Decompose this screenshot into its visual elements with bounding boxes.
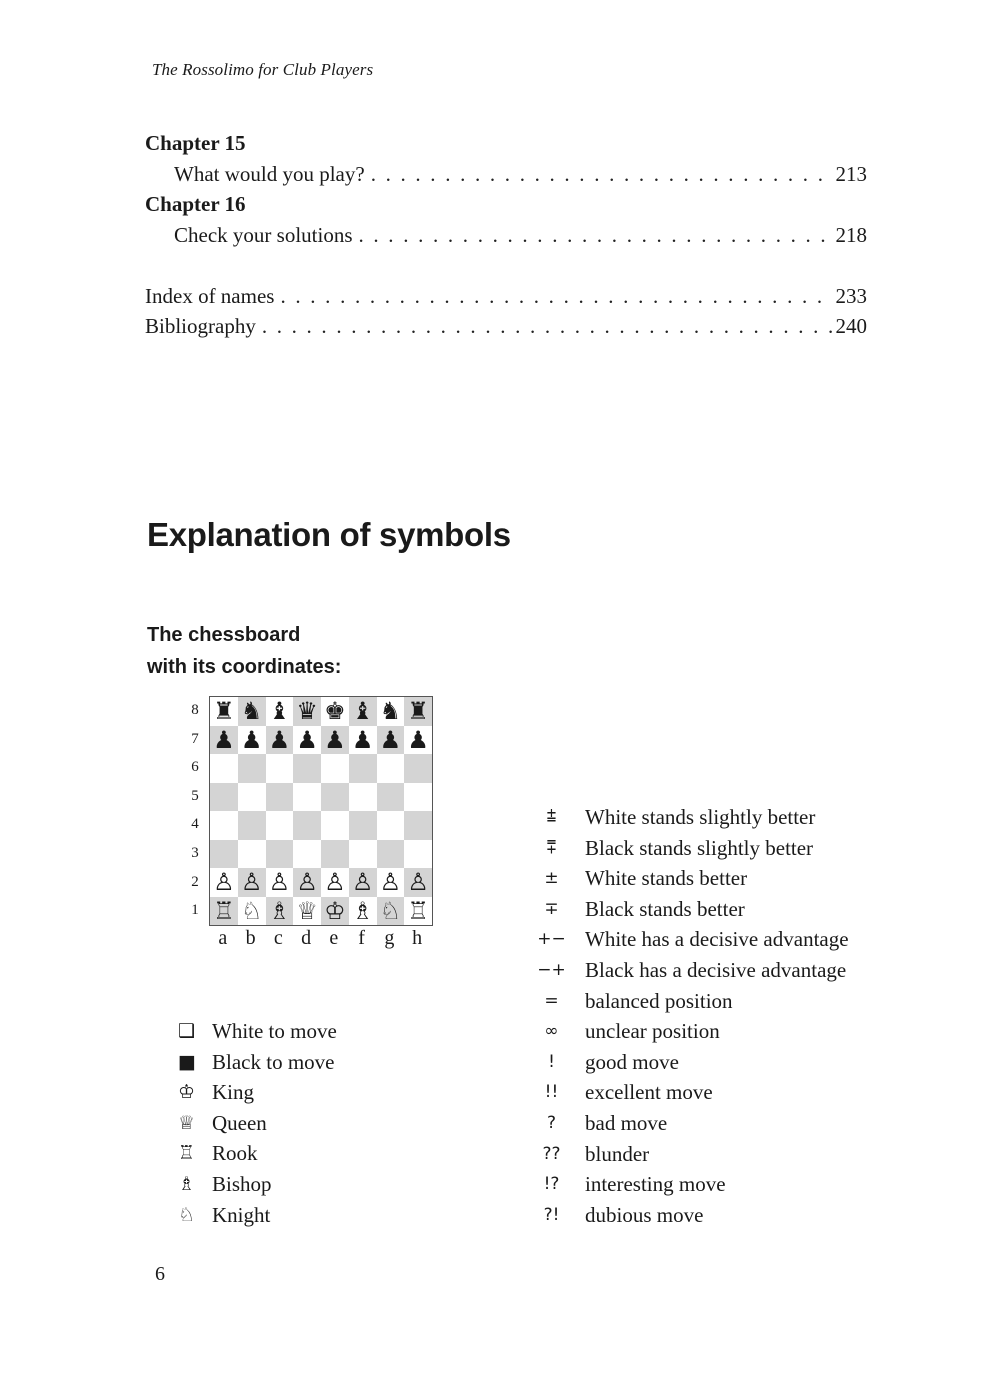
board-square	[377, 897, 405, 926]
board-square	[404, 840, 432, 869]
chess-piece-icon: ♙	[324, 868, 346, 897]
symbol-legend-item	[518, 955, 849, 986]
symbol-meaning: unclear position	[585, 1019, 720, 1044]
toc-entry-title: What would you play?	[174, 161, 365, 186]
section-title: Explanation of symbols	[147, 516, 511, 553]
toc-entry[interactable]	[145, 281, 867, 312]
board-square	[377, 697, 405, 726]
chess-piece-icon: ♟	[351, 725, 374, 754]
board-square	[266, 783, 294, 812]
legend-item-label: Knight	[212, 1202, 271, 1227]
board-square	[210, 697, 238, 726]
chess-piece-icon: ♙	[407, 868, 429, 897]
board-square	[238, 754, 266, 783]
file-label: h	[412, 927, 423, 949]
running-head: The Rossolimo for Club Players	[152, 60, 374, 79]
board-square	[404, 783, 432, 812]
board-square	[321, 811, 349, 840]
table-of-contents	[145, 128, 867, 342]
board-square	[321, 840, 349, 869]
symbol-legend-item	[518, 1077, 849, 1108]
evaluation-symbol: ??	[542, 1143, 561, 1164]
toc-entry[interactable]	[145, 159, 867, 190]
symbol-meaning: dubious move	[585, 1202, 704, 1227]
board-square	[404, 697, 432, 726]
symbol-legend-item	[518, 1108, 849, 1139]
board-square	[377, 754, 405, 783]
evaluation-symbol: ±	[544, 868, 559, 889]
board-square	[404, 726, 432, 755]
evaluation-symbol: !!	[544, 1082, 559, 1103]
symbol-legend-item	[518, 1139, 849, 1170]
board-square	[266, 697, 294, 726]
board-square	[266, 840, 294, 869]
chess-piece-icon: ♟	[379, 725, 402, 754]
legend-item-label: King	[212, 1080, 254, 1105]
chess-piece-icon: ♛	[296, 697, 318, 726]
board-square	[349, 868, 377, 897]
chess-piece-icon: ♖	[213, 896, 235, 925]
symbol-legend-item	[518, 1169, 849, 1200]
board-square	[238, 840, 266, 869]
rank-label: 7	[191, 730, 199, 747]
king-icon: ♔	[178, 1081, 196, 1104]
board-square	[404, 868, 432, 897]
symbol-meaning: blunder	[585, 1141, 650, 1166]
board-square	[210, 783, 238, 812]
chess-piece-icon: ♝	[268, 697, 291, 726]
board-square	[349, 811, 377, 840]
rank-label: 6	[191, 759, 199, 776]
board-square	[293, 726, 321, 755]
board-square	[238, 783, 266, 812]
chess-piece-icon: ♟	[213, 725, 235, 754]
symbol-meaning: excellent move	[585, 1080, 713, 1105]
board-square	[321, 897, 349, 926]
legend-item-label: White to move	[212, 1019, 337, 1043]
board-square	[349, 697, 377, 726]
board-square	[266, 811, 294, 840]
board-square	[377, 726, 405, 755]
chess-piece-icon: ♟	[296, 725, 318, 754]
evaluation-symbol: =	[544, 990, 559, 1011]
symbol-meaning: good move	[585, 1049, 679, 1074]
board-square	[238, 726, 266, 755]
rook-icon: ♖	[178, 1142, 196, 1165]
board-square	[210, 726, 238, 755]
board-square	[293, 697, 321, 726]
evaluation-symbol: ⩱	[546, 837, 557, 858]
symbol-legend-item	[518, 986, 849, 1017]
board-square	[238, 811, 266, 840]
chess-piece-icon: ♟	[240, 725, 263, 754]
board-square	[321, 697, 349, 726]
chess-piece-icon: ♗	[268, 896, 291, 925]
board-square	[349, 726, 377, 755]
board-square	[210, 897, 238, 926]
symbol-legend-item	[518, 1016, 849, 1047]
file-label: c	[273, 927, 283, 949]
legend-item-label: Bishop	[212, 1171, 272, 1196]
subheading-line: The chessboard	[147, 624, 301, 646]
chess-piece-icon: ♚	[324, 697, 346, 726]
legend-item	[178, 1169, 337, 1200]
symbol-meaning: bad move	[585, 1110, 668, 1135]
queen-icon: ♕	[178, 1111, 196, 1134]
chess-piece-icon: ♜	[213, 697, 235, 726]
file-labels	[209, 927, 431, 950]
chess-piece-icon: ♕	[296, 896, 318, 925]
evaluation-symbol: ∓	[544, 898, 559, 919]
board-square	[238, 868, 266, 897]
rank-label: 1	[191, 902, 199, 919]
board-square	[404, 897, 432, 926]
board-square	[377, 783, 405, 812]
board-square	[321, 868, 349, 897]
toc-entry[interactable]	[145, 311, 867, 342]
chess-piece-icon: ♟	[407, 725, 429, 754]
toc-entry[interactable]	[145, 220, 867, 251]
chess-piece-icon: ♜	[407, 697, 429, 726]
chess-piece-icon: ♘	[240, 896, 263, 925]
symbol-meaning: White stands better	[585, 866, 748, 891]
toc-entry-title: Index of names	[145, 283, 275, 308]
toc-entry-page: 240	[835, 314, 867, 339]
toc-gap	[145, 251, 867, 281]
chess-piece-icon: ♝	[351, 697, 374, 726]
board-square	[349, 897, 377, 926]
board-square	[266, 897, 294, 926]
symbol-meaning: Black has a decisive advantage	[585, 957, 847, 982]
legend-item	[178, 1138, 337, 1169]
symbol-legend-item	[518, 1047, 849, 1078]
rank-label: 2	[191, 873, 199, 890]
toc-entry-page: 233	[835, 283, 867, 308]
chess-piece-icon: ♗	[351, 896, 374, 925]
legend-item-label: Rook	[212, 1141, 258, 1166]
legend-item	[178, 1108, 337, 1139]
evaluation-symbol: +−	[537, 929, 566, 950]
rank-label: 4	[191, 816, 199, 833]
board-square	[266, 726, 294, 755]
symbol-meaning: interesting move	[585, 1172, 726, 1197]
legend-item	[178, 1047, 337, 1078]
symbol-meaning: balanced position	[585, 988, 733, 1013]
symbol-legend-item	[518, 894, 849, 925]
board-square	[210, 754, 238, 783]
board-square	[210, 811, 238, 840]
subheading-line: with its coordinates:	[147, 656, 342, 678]
board-square	[377, 840, 405, 869]
symbol-legend-item	[518, 802, 849, 833]
rank-label: 5	[191, 787, 199, 804]
toc-chapter-heading: Chapter 16	[145, 192, 246, 217]
black-square-icon: ■	[178, 1050, 196, 1073]
board-square	[293, 754, 321, 783]
file-label: d	[301, 927, 312, 949]
symbol-meaning: White stands slightly better	[585, 805, 816, 829]
evaluation-symbol: ?!	[543, 1204, 560, 1225]
chess-piece-icon: ♟	[268, 725, 291, 754]
knight-icon: ♘	[178, 1203, 196, 1226]
board-square	[210, 868, 238, 897]
legend-item-label: Black to move	[212, 1049, 335, 1074]
page-number: 6	[155, 1263, 165, 1285]
board-square	[349, 754, 377, 783]
board-square	[266, 868, 294, 897]
board-square	[293, 897, 321, 926]
chess-piece-icon: ♙	[296, 868, 318, 897]
toc-chapter-heading: Chapter 15	[145, 131, 246, 155]
toc-entry-page: 213	[835, 161, 867, 186]
file-label: g	[384, 927, 395, 949]
evaluation-symbol: !?	[543, 1174, 560, 1195]
evaluation-symbol: ∞	[544, 1021, 559, 1042]
rank-labels	[185, 696, 205, 925]
file-label: f	[358, 927, 365, 949]
symbol-legend	[518, 802, 849, 1230]
chess-piece-icon: ♞	[240, 697, 263, 726]
subheading	[147, 619, 341, 683]
board-square	[293, 840, 321, 869]
symbol-meaning: Black stands slightly better	[585, 835, 814, 860]
file-label: e	[329, 927, 339, 949]
chess-piece-icon: ♖	[407, 896, 429, 925]
chess-piece-icon: ♙	[213, 868, 235, 897]
board-square	[349, 840, 377, 869]
file-label: a	[218, 927, 228, 949]
board-square	[404, 754, 432, 783]
toc-leader-dots	[359, 220, 832, 251]
white-square-icon: ❑	[178, 1020, 196, 1042]
symbol-meaning: White has a decisive advantage	[585, 927, 849, 952]
legend-item-label: Queen	[212, 1110, 267, 1135]
board-square	[349, 783, 377, 812]
board-square	[321, 726, 349, 755]
board-square	[266, 754, 294, 783]
evaluation-symbol: !	[548, 1051, 555, 1072]
legend-item	[178, 1077, 337, 1108]
chess-piece-icon: ♘	[379, 896, 402, 925]
toc-leader-dots	[280, 281, 831, 312]
symbol-legend-item	[518, 924, 849, 955]
symbol-meaning: Black stands better	[585, 896, 745, 921]
toc-entry-page: 218	[835, 223, 867, 248]
board-square	[238, 897, 266, 926]
board-square	[210, 840, 238, 869]
rank-label: 8	[191, 702, 199, 718]
bishop-icon: ♗	[178, 1172, 196, 1195]
evaluation-symbol: ⩲	[546, 807, 557, 827]
board-square	[377, 868, 405, 897]
board-square	[293, 868, 321, 897]
symbol-legend-item	[518, 833, 849, 864]
chess-piece-icon: ♙	[379, 868, 402, 897]
toc-entry-title: Bibliography	[145, 314, 256, 339]
board-square	[293, 783, 321, 812]
toc-leader-dots	[371, 159, 832, 190]
chess-piece-icon: ♟	[324, 725, 346, 754]
legend-item	[178, 1200, 337, 1231]
board-square	[321, 783, 349, 812]
board-square	[377, 811, 405, 840]
chess-piece-icon: ♙	[268, 868, 291, 897]
board-square	[404, 811, 432, 840]
chess-piece-icon: ♔	[324, 896, 346, 925]
toc-entry-title: Check your solutions	[174, 223, 353, 248]
chessboard	[209, 696, 433, 926]
board-square	[293, 811, 321, 840]
piece-legend	[178, 1016, 337, 1230]
toc-leader-dots	[262, 311, 832, 342]
rank-label: 3	[191, 844, 199, 861]
chess-piece-icon: ♞	[379, 697, 402, 726]
board-square	[321, 754, 349, 783]
board-square	[238, 697, 266, 726]
chess-piece-icon: ♙	[351, 868, 374, 897]
legend-item	[178, 1016, 337, 1047]
evaluation-symbol: ?	[546, 1112, 557, 1133]
symbol-legend-item	[518, 863, 849, 894]
file-label: b	[245, 927, 256, 949]
chess-piece-icon: ♙	[240, 868, 263, 897]
symbol-legend-item	[518, 1200, 849, 1231]
evaluation-symbol: −+	[537, 959, 566, 980]
